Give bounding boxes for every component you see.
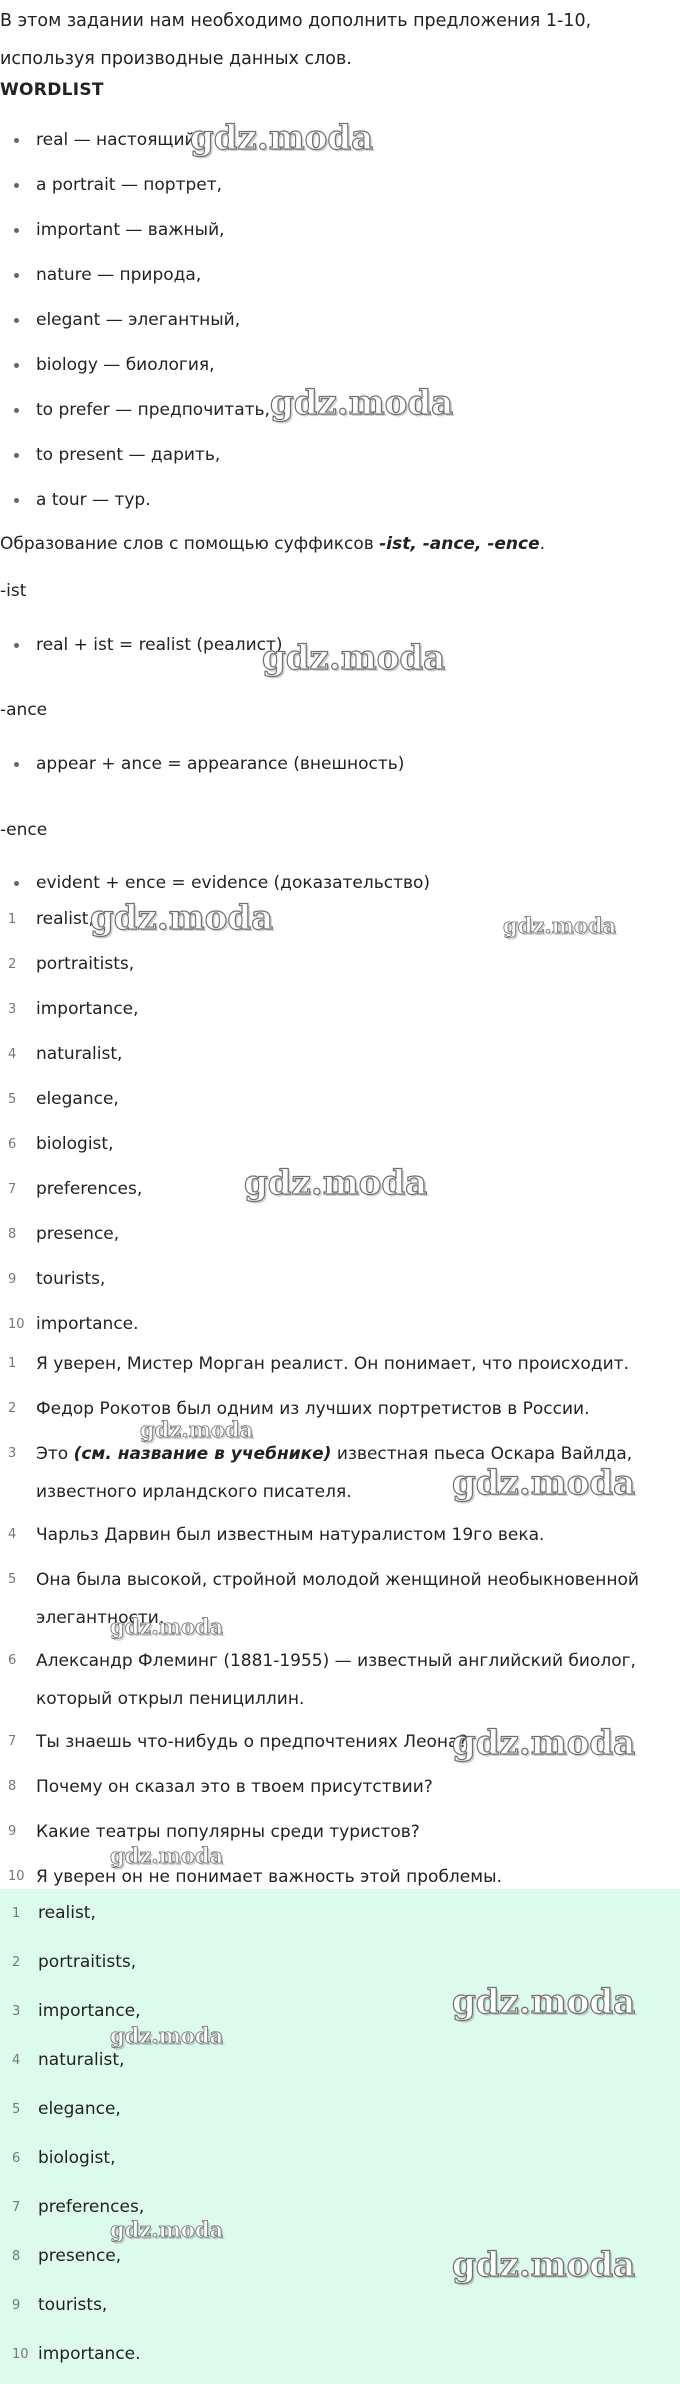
- list-item: [0, 2281, 680, 2330]
- watermark: gdz.moda: [110, 1614, 224, 1639]
- item-number: 9: [12, 2298, 21, 2313]
- list-item: [0, 1122, 680, 1167]
- translation-text: Какие театры популярны среди туристов?: [36, 1822, 420, 1842]
- item-number: 10: [8, 1317, 25, 1332]
- wordlist-item: to present — дарить,: [0, 433, 680, 478]
- list-item: [0, 1768, 680, 1813]
- item-number: 1: [8, 912, 17, 927]
- list-item: [0, 2232, 680, 2281]
- translation-text: Она была высокой, стройной молодой женщиной необыкновенной элегантности.: [36, 1570, 639, 1628]
- group-label-ance: -ance: [0, 700, 48, 720]
- translation-text: Я уверен, Мистер Морган реалист. Он понимает, что происходит.: [36, 1354, 629, 1374]
- example-item: real + ist = realist (реалист): [0, 623, 680, 668]
- group-label-ist: -ist: [0, 581, 27, 601]
- watermark: gdz.moda: [140, 1417, 254, 1442]
- watermark: gdz.moda: [452, 1463, 636, 1503]
- item-number: 3: [12, 2004, 21, 2019]
- watermark: gdz.moda: [452, 1723, 636, 1763]
- item-number: 2: [8, 957, 17, 972]
- suffix-list: -ist, -ance, -ence: [379, 534, 540, 554]
- item-number: 8: [12, 2249, 21, 2264]
- item-number: 3: [8, 1002, 17, 1017]
- item-number: 9: [8, 1272, 17, 1287]
- answer-text: biologist,: [36, 1134, 114, 1154]
- item-number: 9: [8, 1824, 17, 1839]
- list-item: [0, 2134, 680, 2183]
- wordlist-item: to prefer — предпочитать,: [0, 388, 680, 433]
- watermark: gdz.moda: [110, 1843, 224, 1868]
- translation-text: Александр Флеминг (1881-1955) — известный английский биолог, который открыл пенициллин.: [36, 1651, 636, 1709]
- watermark: gdz.moda: [270, 383, 454, 423]
- item-number: 4: [12, 2053, 21, 2068]
- answer-text: portraitists,: [38, 1952, 137, 1972]
- list-item: [0, 942, 680, 987]
- list-item: [0, 1032, 680, 1077]
- answer-text: presence,: [38, 2246, 122, 2266]
- item-number: 7: [8, 1182, 17, 1197]
- list-item: [0, 1167, 680, 1212]
- list-item: [0, 1390, 680, 1435]
- translation-text: Федор Рокотов был одним из лучших портретистов в России.: [36, 1399, 590, 1419]
- item-number: 4: [8, 1047, 17, 1062]
- wordlist-item: nature — природа,: [0, 253, 680, 298]
- answer-text: importance.: [38, 2344, 141, 2364]
- list-item: [0, 1077, 680, 1122]
- translations-list: [0, 1345, 680, 1903]
- group-ist-examples: [0, 623, 680, 668]
- wordlist-item: biology — биология,: [0, 343, 680, 388]
- list-item: [0, 1889, 680, 1938]
- translation-text: Чарльз Дарвин был известным натуралистом 19го века.: [36, 1525, 545, 1545]
- answer-text: elegance,: [38, 2099, 121, 2119]
- item-number: 10: [12, 2347, 29, 2362]
- final-answers-list: [0, 1889, 680, 2379]
- translation-text: Ты знаешь что-нибудь о предпочтениях Леона?: [36, 1732, 468, 1752]
- answer-text: tourists,: [36, 1269, 106, 1289]
- wordlist-item: elegant — элегантный,: [0, 298, 680, 343]
- item-number: 10: [8, 1869, 25, 1884]
- watermark: gdz.moda: [244, 1163, 428, 1203]
- translation-note: (см. название в учебнике): [73, 1444, 332, 1464]
- answer-text: importance.: [36, 1314, 139, 1334]
- translation-text: Я уверен он не понимает важность этой проблемы.: [36, 1867, 502, 1887]
- example-item: evident + ence = evidence (доказательство): [0, 861, 680, 906]
- list-item: [0, 987, 680, 1032]
- answer-text: preferences,: [38, 2197, 145, 2217]
- list-item: [0, 2036, 680, 2085]
- item-number: 6: [8, 1137, 17, 1152]
- wordlist-heading: WORDLIST: [0, 80, 104, 100]
- answer-text: realist,: [36, 909, 94, 929]
- answer-text: preferences,: [36, 1179, 143, 1199]
- suffix-intro: [0, 530, 545, 558]
- watermark: gdz.moda: [190, 118, 374, 158]
- answer-text: importance,: [36, 999, 139, 1019]
- item-number: 8: [8, 1779, 17, 1794]
- list-item: [0, 1813, 680, 1858]
- wordlist-item: important — важный,: [0, 208, 680, 253]
- item-number: 7: [12, 2200, 21, 2215]
- item-number: 8: [8, 1227, 17, 1242]
- translation-text: известная пьеса Оскара Вайлда, известного ирландского писателя.: [36, 1444, 633, 1502]
- answer-text: realist,: [38, 1903, 96, 1923]
- list-item: [0, 1435, 680, 1516]
- item-number: 4: [8, 1527, 17, 1542]
- list-item: [0, 1516, 680, 1561]
- translation-text: Почему он сказал это в твоем присутствии?: [36, 1777, 433, 1797]
- list-item: [0, 1987, 680, 2036]
- answer-text: elegance,: [36, 1089, 119, 1109]
- item-number: 7: [8, 1734, 17, 1749]
- translation-text: Это: [36, 1444, 74, 1464]
- list-item: [0, 1723, 680, 1768]
- list-item: [0, 1561, 680, 1642]
- list-item: [0, 1345, 680, 1390]
- item-number: 6: [8, 1653, 17, 1668]
- answer-text: naturalist,: [38, 2050, 125, 2070]
- list-item: [0, 1938, 680, 1987]
- item-number: 1: [8, 1356, 17, 1371]
- watermark: gdz.moda: [90, 898, 274, 938]
- watermark: gdz.moda: [110, 2217, 224, 2242]
- item-number: 5: [8, 1092, 17, 1107]
- list-item: [0, 2085, 680, 2134]
- list-item: [0, 1257, 680, 1302]
- list-item: [0, 2330, 680, 2379]
- watermark: gdz.moda: [262, 638, 446, 678]
- answer-text: biologist,: [38, 2148, 116, 2168]
- list-item: [0, 2183, 680, 2232]
- wordlist-item: a tour — тур.: [0, 478, 680, 523]
- answer-text: presence,: [36, 1224, 120, 1244]
- suffix-intro-end: .: [539, 534, 546, 554]
- group-ance-examples: [0, 742, 680, 787]
- answers-list: [0, 897, 680, 1347]
- list-item: [0, 1302, 680, 1347]
- item-number: 2: [12, 1955, 21, 1970]
- list-item: [0, 1212, 680, 1257]
- item-number: 2: [8, 1401, 17, 1416]
- item-number: 6: [12, 2151, 21, 2166]
- wordlist-item: a portrait — портрет,: [0, 163, 680, 208]
- item-number: 5: [8, 1572, 17, 1587]
- wordlist-item: real — настоящий,: [0, 118, 680, 163]
- answer-text: portraitists,: [36, 954, 135, 974]
- list-item: [0, 897, 680, 942]
- item-number: 1: [12, 1906, 21, 1921]
- item-number: 5: [12, 2102, 21, 2117]
- list-item: [0, 1642, 680, 1723]
- example-item: appear + ance = appearance (внешность): [0, 742, 680, 787]
- wordlist: [0, 118, 680, 523]
- watermark: gdz.moda: [452, 1982, 636, 2022]
- answer-text: tourists,: [38, 2295, 108, 2315]
- answer-text: importance,: [38, 2001, 141, 2021]
- answer-text: naturalist,: [36, 1044, 123, 1064]
- watermark: gdz.moda: [452, 2245, 636, 2285]
- watermark: gdz.moda: [110, 2023, 224, 2048]
- item-number: 3: [8, 1446, 17, 1461]
- group-label-ence: -ence: [0, 820, 48, 840]
- answer-box: [0, 1889, 680, 2384]
- suffix-intro-text: Образование слов с помощью суффиксов: [0, 534, 380, 554]
- intro-text: В этом задании нам необходимо дополнить предложения 1-10, используя производные данных слов.: [0, 11, 592, 69]
- watermark: gdz.moda: [503, 913, 617, 938]
